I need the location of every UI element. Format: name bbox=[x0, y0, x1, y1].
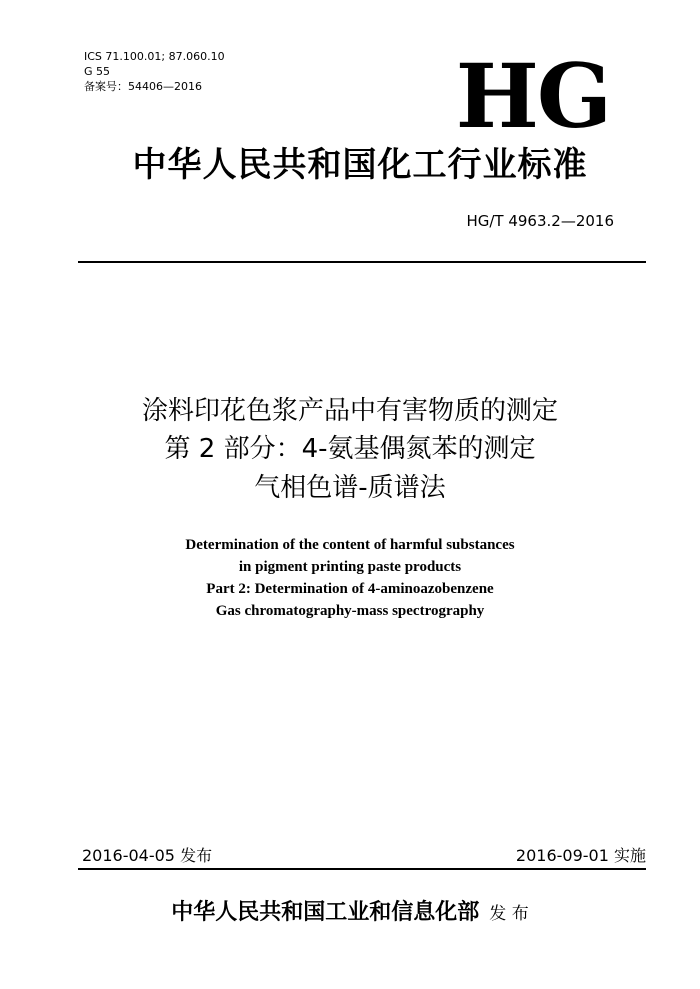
title-en-line-3: Part 2: Determination of 4-aminoazobenzene bbox=[206, 581, 494, 597]
bottom-divider bbox=[78, 868, 646, 870]
standard-number: HG/T 4963.2—2016 bbox=[466, 212, 614, 230]
publisher-name: 中华人民共和国工业和信息化部 bbox=[171, 899, 480, 925]
hg-logo: HG bbox=[455, 44, 610, 148]
issue-date: 2016-04-05 发布 bbox=[82, 846, 213, 865]
publisher bbox=[0, 897, 700, 929]
standard-authority-title: 中华人民共和国化工行业标准 bbox=[132, 145, 588, 185]
top-divider bbox=[78, 261, 646, 263]
ccs-code: G 55 bbox=[84, 65, 111, 78]
ics-code: ICS 71.100.01; 87.060.10 bbox=[84, 50, 225, 63]
title-en-line-4: Gas chromatography-mass spectrography bbox=[215, 603, 485, 619]
title-cn-line-3: 气相色谱-质谱法 bbox=[254, 473, 446, 503]
title-cn-line-1: 涂料印花色浆产品中有害物质的测定 bbox=[141, 396, 558, 426]
publisher-suffix: 发 布 bbox=[489, 904, 529, 924]
record-number: 备案号：54406—2016 bbox=[84, 80, 202, 93]
title-en-line-1: Determination of the content of harmful substances bbox=[185, 537, 515, 553]
implementation-date: 2016-09-01 实施 bbox=[515, 846, 646, 865]
title-en-line-2: in pigment printing paste products bbox=[238, 559, 462, 575]
title-cn-line-2: 第 2 部分：4-氨基偶氮苯的测定 bbox=[164, 434, 536, 464]
